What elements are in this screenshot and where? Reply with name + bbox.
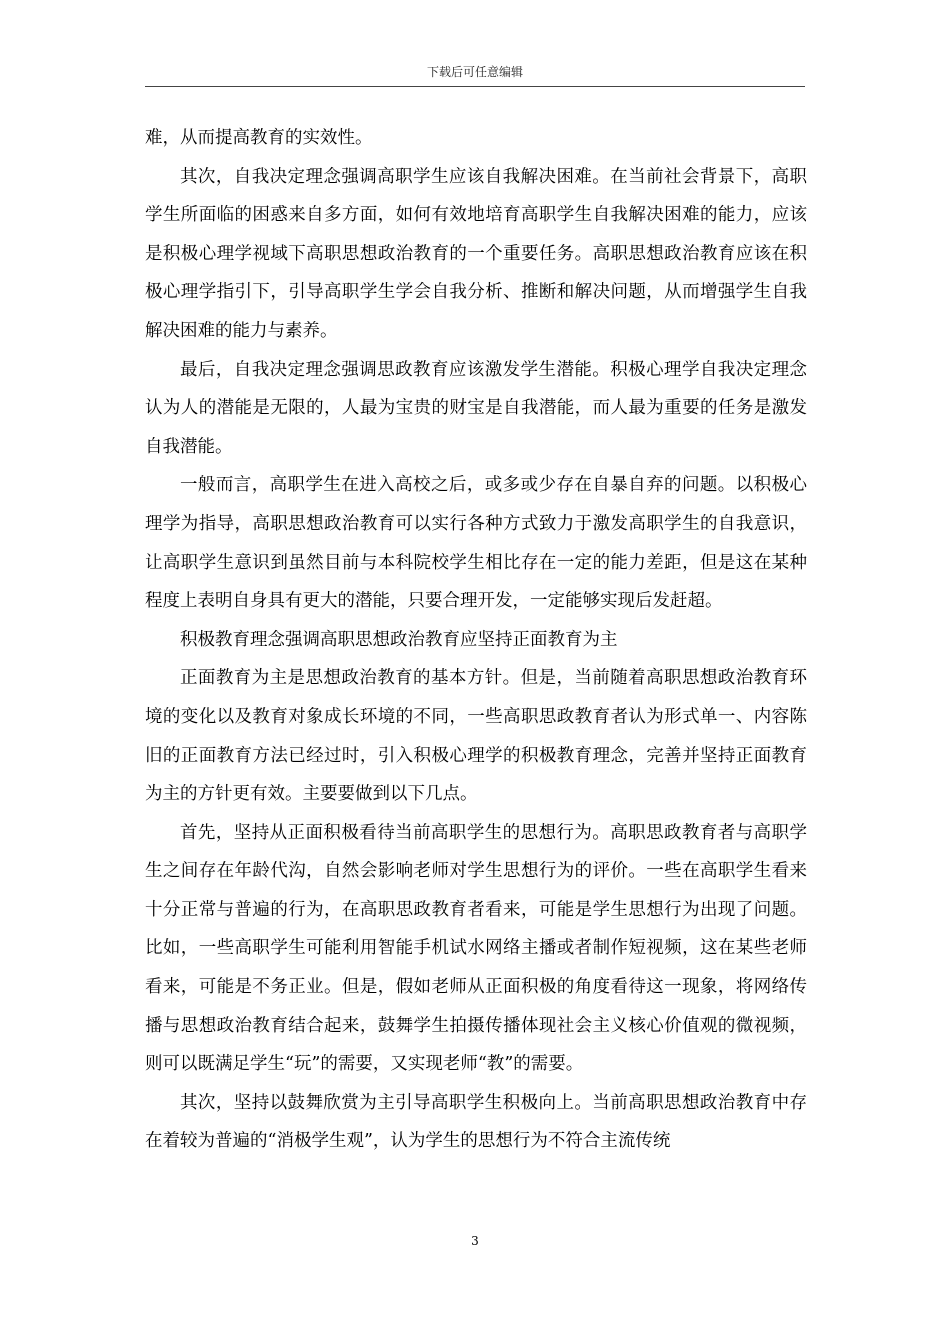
page-number: 3 [471,1234,479,1248]
paragraph-6: 首先，坚持从正面积极看待当前高职学生的思想行为。高职思政教育者与高职学生之间存在年龄代沟，自然会影响老师对学生思想行为的评价。一些在高职学生看来十分正常与普遍的行为，在高职思政教育者看来，可能是学生思想行为出现了问题。比如，一些高职学生可能利用智能手机试水网络主播或者制作短视频，这在某些老师看来，可能是不务正业。但是，假如老师从正面积极的角度看待这一现象，将网络传播与思想政治教育结合起来，鼓舞学生拍摄传播体现社会主义核心价值观的微视频，则可以既满足学生“玩”的需要，又实现老师“教”的需要。 [145,822,807,1075]
paragraph-4: 一般而言，高职学生在进入高校之后，或多或少存在自暴自弃的问题。以积极心理学为指导，高职思想政治教育可以实行各种方式致力于激发高职学生的自我意识，让高职学生意识到虽然目前与本科院校学生相比存在一定的能力差距，但是这在某种程度上表明自身具有更大的潜能，只要合理开发，一定能够实现后发赶超。 [145,475,807,612]
paragraph-2: 其次，自我决定理念强调高职学生应该自我解决困难。在当前社会背景下，高职学生所面临的困惑来自多方面，如何有效地培育高职学生自我解决困难的能力，应该是积极心理学视域下高职思想政治教育的一个重要任务。高职思想政治教育应该在积极心理学指引下，引导高职学生学会自我分析、推断和解决问题，从而增强学生自我解决困难的能力与素养。 [145,166,807,341]
section-heading: 积极教育理念强调高职思想政治教育应坚持正面教育为主 [180,629,618,650]
paragraph-3: 最后，自我决定理念强调思政教育应该激发学生潜能。积极心理学自我决定理念认为人的潜能是无限的，人最为宝贵的财宝是自我潜能，而人最为重要的任务是激发自我潜能。 [145,359,807,457]
paragraph-7: 其次，坚持以鼓舞欣赏为主引导高职学生积极向上。当前高职思想政治教育中存在着较为普遍的“消极学生观”，认为学生的思想行为不符合主流传统 [145,1092,807,1152]
header-divider [145,86,805,87]
page-header: 下载后可任意编辑 [426,65,523,79]
document-body [145,119,807,1161]
paragraph-1: 难，从而提高教育的实效性。 [145,128,373,148]
paragraph-5: 正面教育为主是思想政治教育的基本方针。但是，当前随着高职思想政治教育环境的变化以及教育对象成长环境的不同，一些高职思政教育者认为形式单一、内容陈旧的正面教育方法已经过时，引入积极心理学的积极教育理念，完善并坚持正面教育为主的方针更有效。主要要做到以下几点。 [145,668,807,805]
